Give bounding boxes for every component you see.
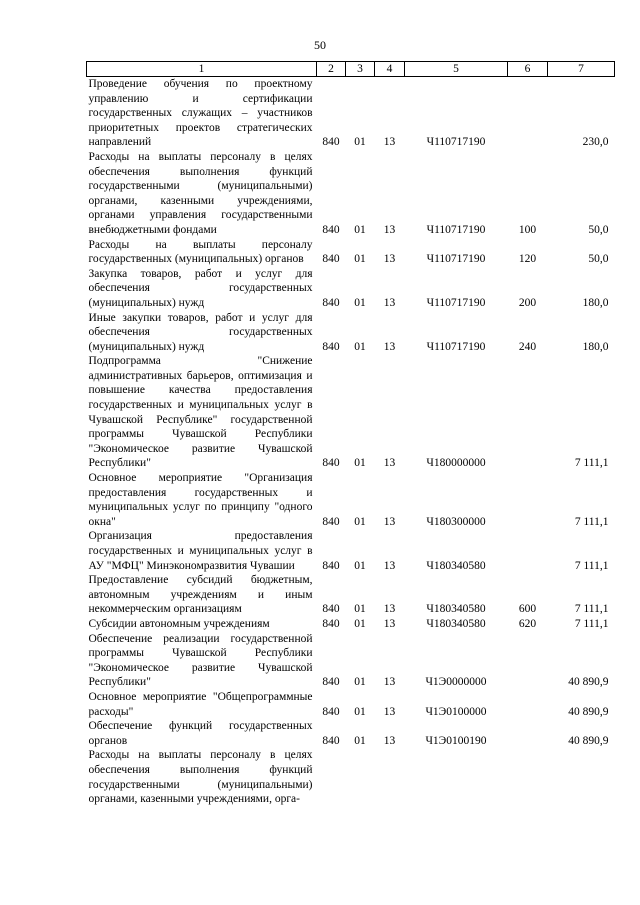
expense-type-cell — [508, 632, 548, 690]
row-name-cell: Иные закупки товаров, работ и услуг для обеспечения государственных (муниципальных) нужд — [88, 311, 313, 353]
target-article-cell: Ч1Э0000000 — [425, 676, 487, 689]
target-article-cell: Ч110717190 — [426, 296, 486, 309]
ministry-code-cell: 840 — [322, 136, 340, 149]
amount-cell: 50,0 — [588, 223, 609, 236]
amount-cell: 7 111,1 — [574, 457, 609, 470]
target-article-cell: Ч180340580 — [426, 603, 486, 616]
ministry-code-cell: 840 — [322, 223, 340, 236]
row-name-cell: Субсидии автономным учреждениям — [88, 617, 270, 630]
ministry-code-cell: 840 — [322, 617, 340, 630]
row-name-cell: Расходы на выплаты персоналу государственных (муниципальных) органов — [88, 238, 313, 266]
section-code-cell: 01 — [354, 559, 366, 572]
target-article-cell: Ч110717190 — [426, 253, 486, 266]
amount-cell: 180,0 — [582, 296, 609, 309]
expense-type-cell: 200 — [518, 296, 537, 309]
amount-cell: 7 111,1 — [574, 603, 609, 616]
amount-cell: 7 111,1 — [574, 515, 609, 528]
section-code-cell: 01 — [354, 253, 366, 266]
table-row — [87, 77, 615, 150]
subsection-code-cell: 13 — [383, 253, 396, 266]
section-code-cell: 01 — [354, 603, 366, 616]
section-code-cell — [346, 748, 375, 806]
row-name-cell: Проведение обучения по проектному управлению и сертификации государственных служащих – участников приоритетных проектов стратегических направлений — [88, 78, 313, 149]
subsection-code-cell: 13 — [383, 676, 396, 689]
budget-table — [86, 61, 615, 807]
section-code-cell: 01 — [354, 223, 366, 236]
row-name-cell: Предоставление субсидий бюджетным, автономным учреждениям и иным некоммерческим организациям — [88, 574, 313, 616]
column-number-header: 7 — [548, 62, 615, 77]
target-article-cell: Ч180300000 — [426, 515, 486, 528]
target-article-cell: Ч1Э0100190 — [425, 734, 487, 747]
amount-cell: 40 890,9 — [568, 734, 609, 747]
target-article-cell: Ч180340580 — [426, 559, 486, 572]
amount-cell: 180,0 — [582, 340, 609, 353]
expense-type-cell: 100 — [518, 223, 537, 236]
table-row — [87, 150, 615, 238]
table-row — [87, 267, 615, 311]
expense-type-cell: 120 — [518, 253, 537, 266]
table-body — [87, 77, 615, 807]
ministry-code-cell: 840 — [322, 676, 340, 689]
table-row — [87, 529, 615, 573]
amount-cell: 40 890,9 — [568, 705, 609, 718]
column-number-row — [87, 62, 615, 77]
expense-type-cell — [508, 690, 548, 719]
subsection-code-cell: 13 — [383, 559, 396, 572]
subsection-code-cell: 13 — [383, 515, 396, 528]
amount-cell: 50,0 — [588, 253, 609, 266]
table-row — [87, 690, 615, 719]
amount-cell: 230,0 — [582, 136, 609, 149]
column-number-header: 5 — [405, 62, 508, 77]
section-code-cell: 01 — [354, 705, 366, 718]
ministry-code-cell: 840 — [322, 515, 340, 528]
ministry-code-cell: 840 — [322, 296, 340, 309]
expense-type-cell — [508, 529, 548, 573]
section-code-cell: 01 — [354, 457, 366, 470]
table-row — [87, 354, 615, 471]
amount-cell: 7 111,1 — [574, 559, 609, 572]
ministry-code-cell: 840 — [322, 457, 340, 470]
subsection-code-cell: 13 — [383, 603, 396, 616]
table-row — [87, 748, 615, 806]
amount-cell: 40 890,9 — [568, 676, 609, 689]
section-code-cell: 01 — [354, 515, 366, 528]
section-code-cell: 01 — [354, 340, 366, 353]
column-number-header: 3 — [346, 62, 375, 77]
row-name-cell: Основное мероприятие "Организация предоставления государственных и муниципальных услуг по принципу "одного окна" — [88, 472, 313, 528]
target-article-cell: Ч180000000 — [426, 457, 486, 470]
row-name-cell: Подпрограмма "Снижение административных барьеров, оптимизация и повышение качества предоставления государственных и муниципальных услуг в Чувашской Республике" государственной программы Чувашской Республики "Экономическое развитие Чувашской Республики" — [88, 355, 313, 470]
table-row — [87, 471, 615, 529]
section-code-cell: 01 — [354, 734, 366, 747]
subsection-code-cell: 13 — [383, 617, 396, 630]
expense-type-cell — [508, 471, 548, 529]
column-number-header: 4 — [375, 62, 405, 77]
column-number-header: 1 — [87, 62, 317, 77]
section-code-cell: 01 — [354, 617, 366, 630]
amount-cell — [548, 748, 615, 806]
row-name-cell: Организация предоставления государственных и муниципальных услуг в АУ "МФЦ" Минэкономразвития Чувашии — [88, 530, 313, 572]
expense-type-cell — [508, 354, 548, 471]
table-row — [87, 617, 615, 632]
ministry-code-cell: 840 — [322, 559, 340, 572]
column-number-header: 6 — [508, 62, 548, 77]
expense-type-cell — [508, 748, 548, 806]
row-name-cell: Обеспечение реализации государственной программы Чувашской Республики "Экономическое развитие Чувашской Республики" — [88, 632, 313, 689]
expense-type-cell: 620 — [518, 617, 537, 630]
table-row — [87, 719, 615, 748]
page-number: 50 — [314, 38, 326, 52]
ministry-code-cell: 840 — [322, 734, 340, 747]
section-code-cell: 01 — [354, 136, 366, 149]
ministry-code-cell: 840 — [322, 603, 340, 616]
subsection-code-cell: 13 — [383, 705, 396, 718]
amount-cell: 7 111,1 — [574, 617, 609, 630]
subsection-code-cell: 13 — [383, 136, 396, 149]
table-row — [87, 311, 615, 355]
subsection-code-cell: 13 — [383, 457, 396, 470]
subsection-code-cell — [375, 748, 405, 806]
row-name-cell: Основное мероприятие "Общепрограммные расходы" — [88, 690, 313, 718]
ministry-code-cell: 840 — [322, 705, 340, 718]
ministry-code-cell: 840 — [322, 253, 340, 266]
expense-type-cell — [508, 77, 548, 150]
row-name-cell: Расходы на выплаты персоналу в целях обеспечения выполнения функций государственными (муниципальными) органами, казенными учреждениями, органами управления государственными внебюджетными фондами — [88, 150, 313, 236]
row-name-cell: Расходы на выплаты персоналу в целях обеспечения выполнения функций государственными (муниципальными) органами, казенными учреждениями, орга- — [88, 749, 313, 806]
target-article-cell — [405, 748, 508, 806]
row-name-cell: Обеспечение функций государственных органов — [88, 720, 313, 747]
section-code-cell: 01 — [354, 296, 366, 309]
table-row — [87, 632, 615, 690]
table-row — [87, 238, 615, 267]
target-article-cell: Ч110717190 — [426, 136, 486, 149]
subsection-code-cell: 13 — [383, 296, 396, 309]
target-article-cell: Ч1Э0100000 — [425, 705, 487, 718]
target-article-cell: Ч110717190 — [426, 340, 486, 353]
expense-type-cell: 600 — [518, 603, 537, 616]
row-name-cell: Закупка товаров, работ и услуг для обеспечения государственных (муниципальных) нужд — [88, 267, 313, 309]
table-row — [87, 573, 615, 617]
ministry-code-cell: 840 — [322, 340, 340, 353]
expense-type-cell — [508, 719, 548, 748]
target-article-cell: Ч110717190 — [426, 223, 486, 236]
target-article-cell: Ч180340580 — [426, 617, 486, 630]
subsection-code-cell: 13 — [383, 340, 396, 353]
subsection-code-cell: 13 — [383, 734, 396, 747]
section-code-cell: 01 — [354, 676, 366, 689]
budget-table-container — [86, 61, 614, 807]
subsection-code-cell: 13 — [383, 223, 396, 236]
expense-type-cell: 240 — [518, 340, 537, 353]
ministry-code-cell — [317, 748, 346, 806]
column-number-header: 2 — [317, 62, 346, 77]
